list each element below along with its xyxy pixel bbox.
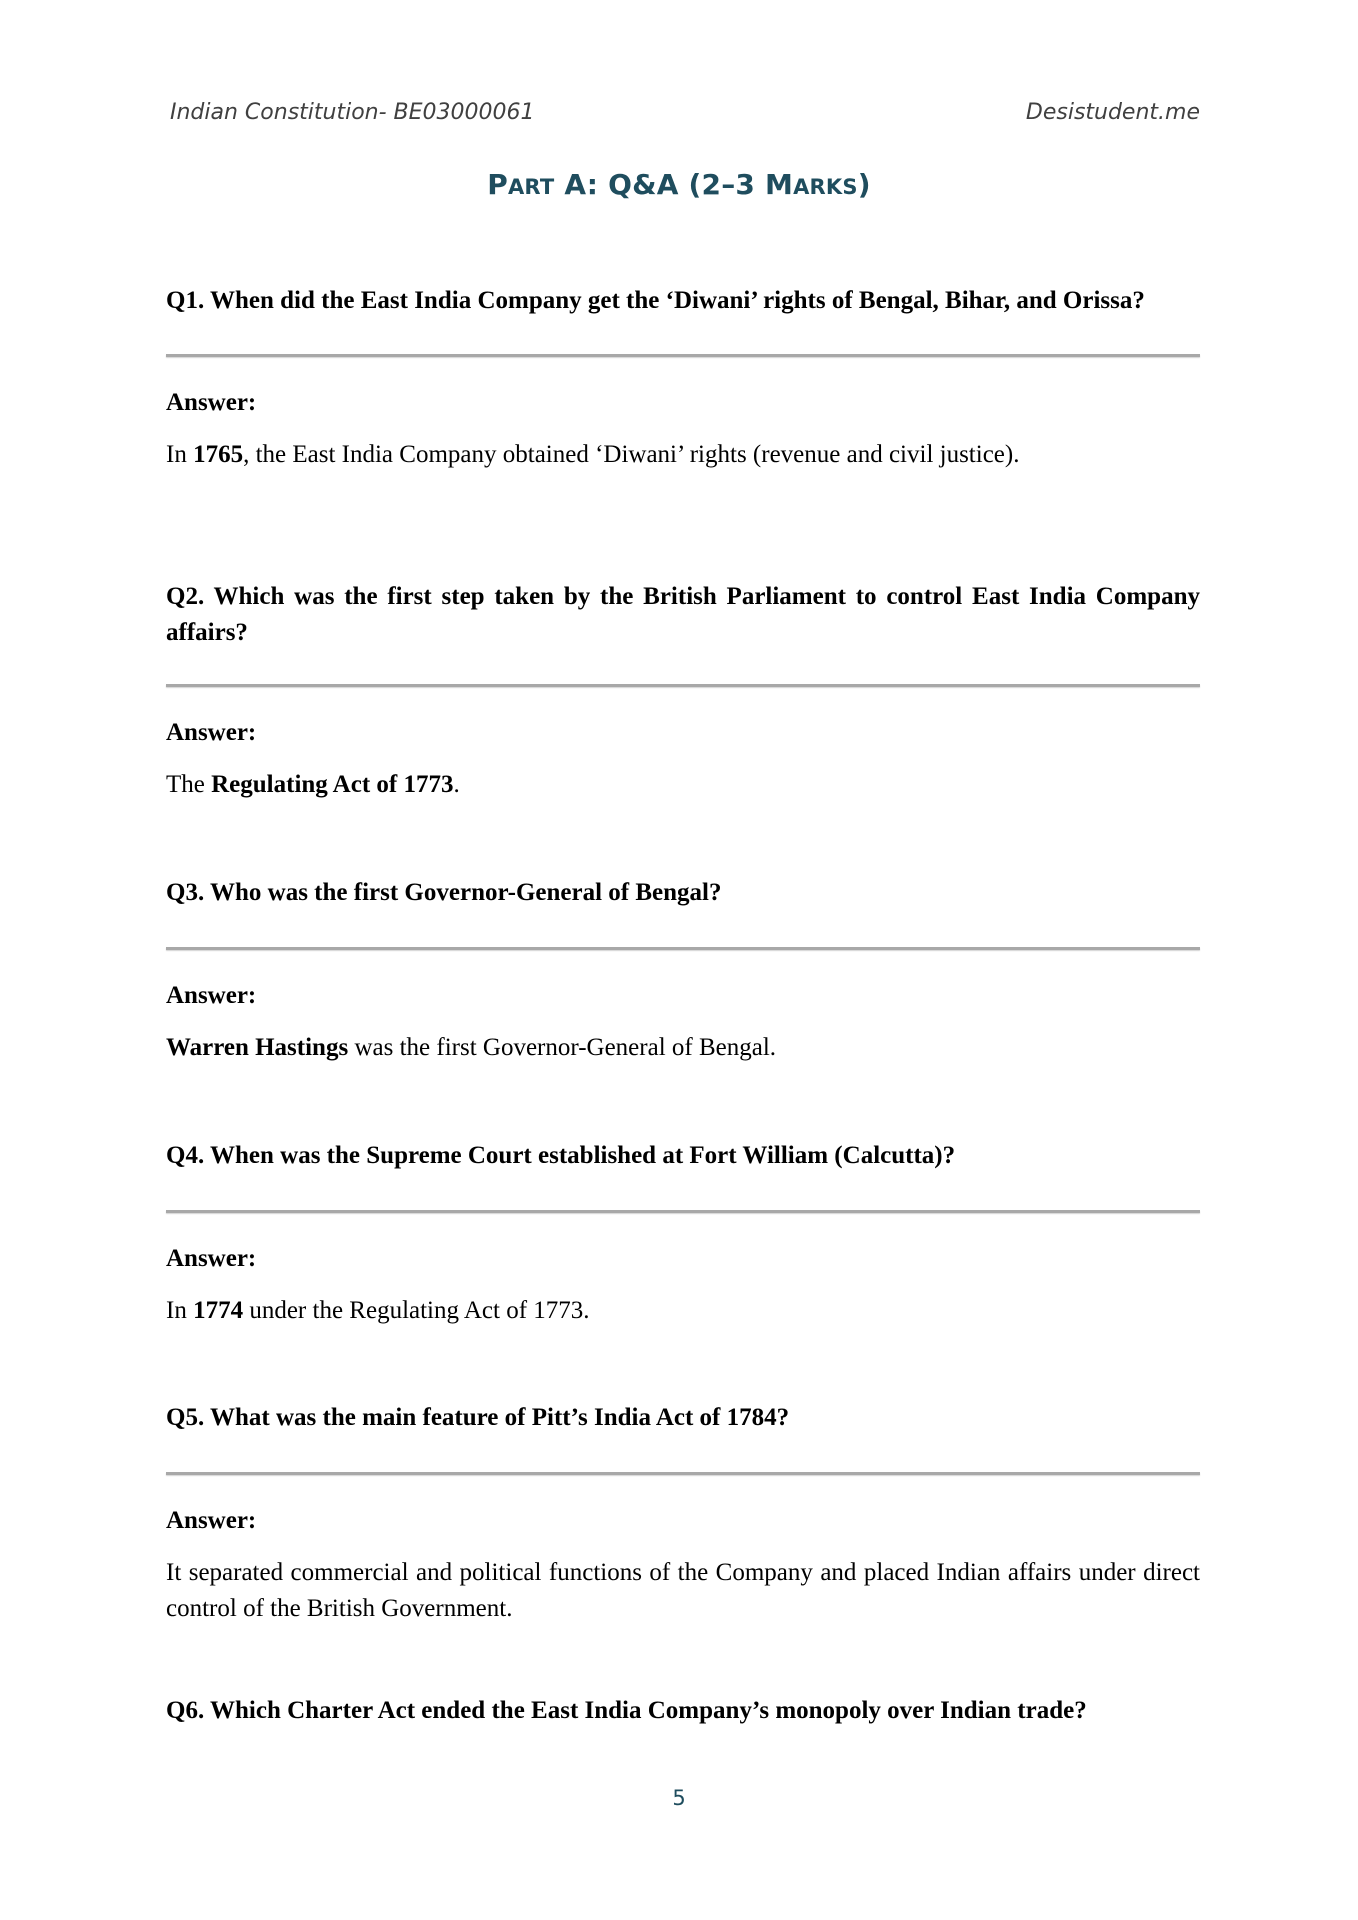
divider <box>166 947 1200 950</box>
question-text: Q3. Who was the first Governor-General of Bengal? <box>166 879 722 906</box>
title-middle: A: Q&A (2–3 <box>554 168 766 201</box>
answer-label: Answer: <box>166 389 257 416</box>
section-title <box>0 168 1358 201</box>
answer-run: . <box>453 771 460 798</box>
answer-run-bold: Regulating Act of 1773 <box>211 771 454 798</box>
divider <box>166 1210 1200 1213</box>
answer-run: under the Regulating Act of 1773. <box>243 1297 590 1324</box>
qa-item-5 <box>166 1400 1200 1627</box>
qa-item-4 <box>166 1138 1200 1329</box>
title-part-initial: P <box>487 168 508 201</box>
answer-label: Answer: <box>166 1245 257 1272</box>
answer-run: In <box>166 441 194 468</box>
question-text: Q6. Which Charter Act ended the East India Company’s monopoly over Indian trade? <box>166 1697 1087 1724</box>
qa-item-6 <box>166 1693 1200 1729</box>
title-marks-initial: M <box>765 168 794 201</box>
question-text: Q4. When was the Supreme Court established at Fort William (Calcutta)? <box>166 1142 956 1169</box>
answer-text <box>166 767 1200 803</box>
title-close: ) <box>857 168 871 201</box>
header-course-title: Indian Constitution- BE03000061 <box>170 100 535 125</box>
header-site-name: Desistudent.me <box>1025 100 1200 125</box>
answer-run: In <box>166 1297 194 1324</box>
answer-text: It separated commercial and political functions of the Company and placed Indian affairs under direct control of the British Government. <box>166 1559 1200 1622</box>
answer-text <box>166 1293 1200 1329</box>
answer-label: Answer: <box>166 982 257 1009</box>
answer-run-bold: 1774 <box>193 1297 244 1324</box>
answer-run-bold: 1765 <box>193 441 244 468</box>
answer-label: Answer: <box>166 719 257 746</box>
answer-run: was the first Governor-General of Bengal. <box>348 1034 777 1061</box>
question-text: Q2. Which was the first step taken by the British Parliament to control East India Company affairs? <box>166 583 1200 646</box>
page-number: 5 <box>672 1786 686 1810</box>
answer-run: , the East India Company obtained ‘Diwani’ rights (revenue and civil justice). <box>243 441 1020 468</box>
answer-label: Answer: <box>166 1507 257 1534</box>
qa-item-1 <box>166 283 1200 473</box>
title-marks-rest: ARKS <box>793 175 858 199</box>
question-text: Q5. What was the main feature of Pitt’s India Act of 1784? <box>166 1404 790 1431</box>
qa-item-3 <box>166 875 1200 1066</box>
divider <box>166 354 1200 357</box>
question-text: Q1. When did the East India Company get the ‘Diwani’ rights of Bengal, Bihar, and Orissa? <box>166 287 1145 314</box>
title-part-rest: ART <box>507 175 555 199</box>
answer-run: The <box>166 771 212 798</box>
answer-run-bold: Warren Hastings <box>166 1034 349 1061</box>
divider <box>166 684 1200 687</box>
qa-item-2 <box>166 579 1200 803</box>
divider <box>166 1472 1200 1475</box>
answer-text <box>166 1030 1200 1066</box>
answer-text <box>166 437 1200 473</box>
